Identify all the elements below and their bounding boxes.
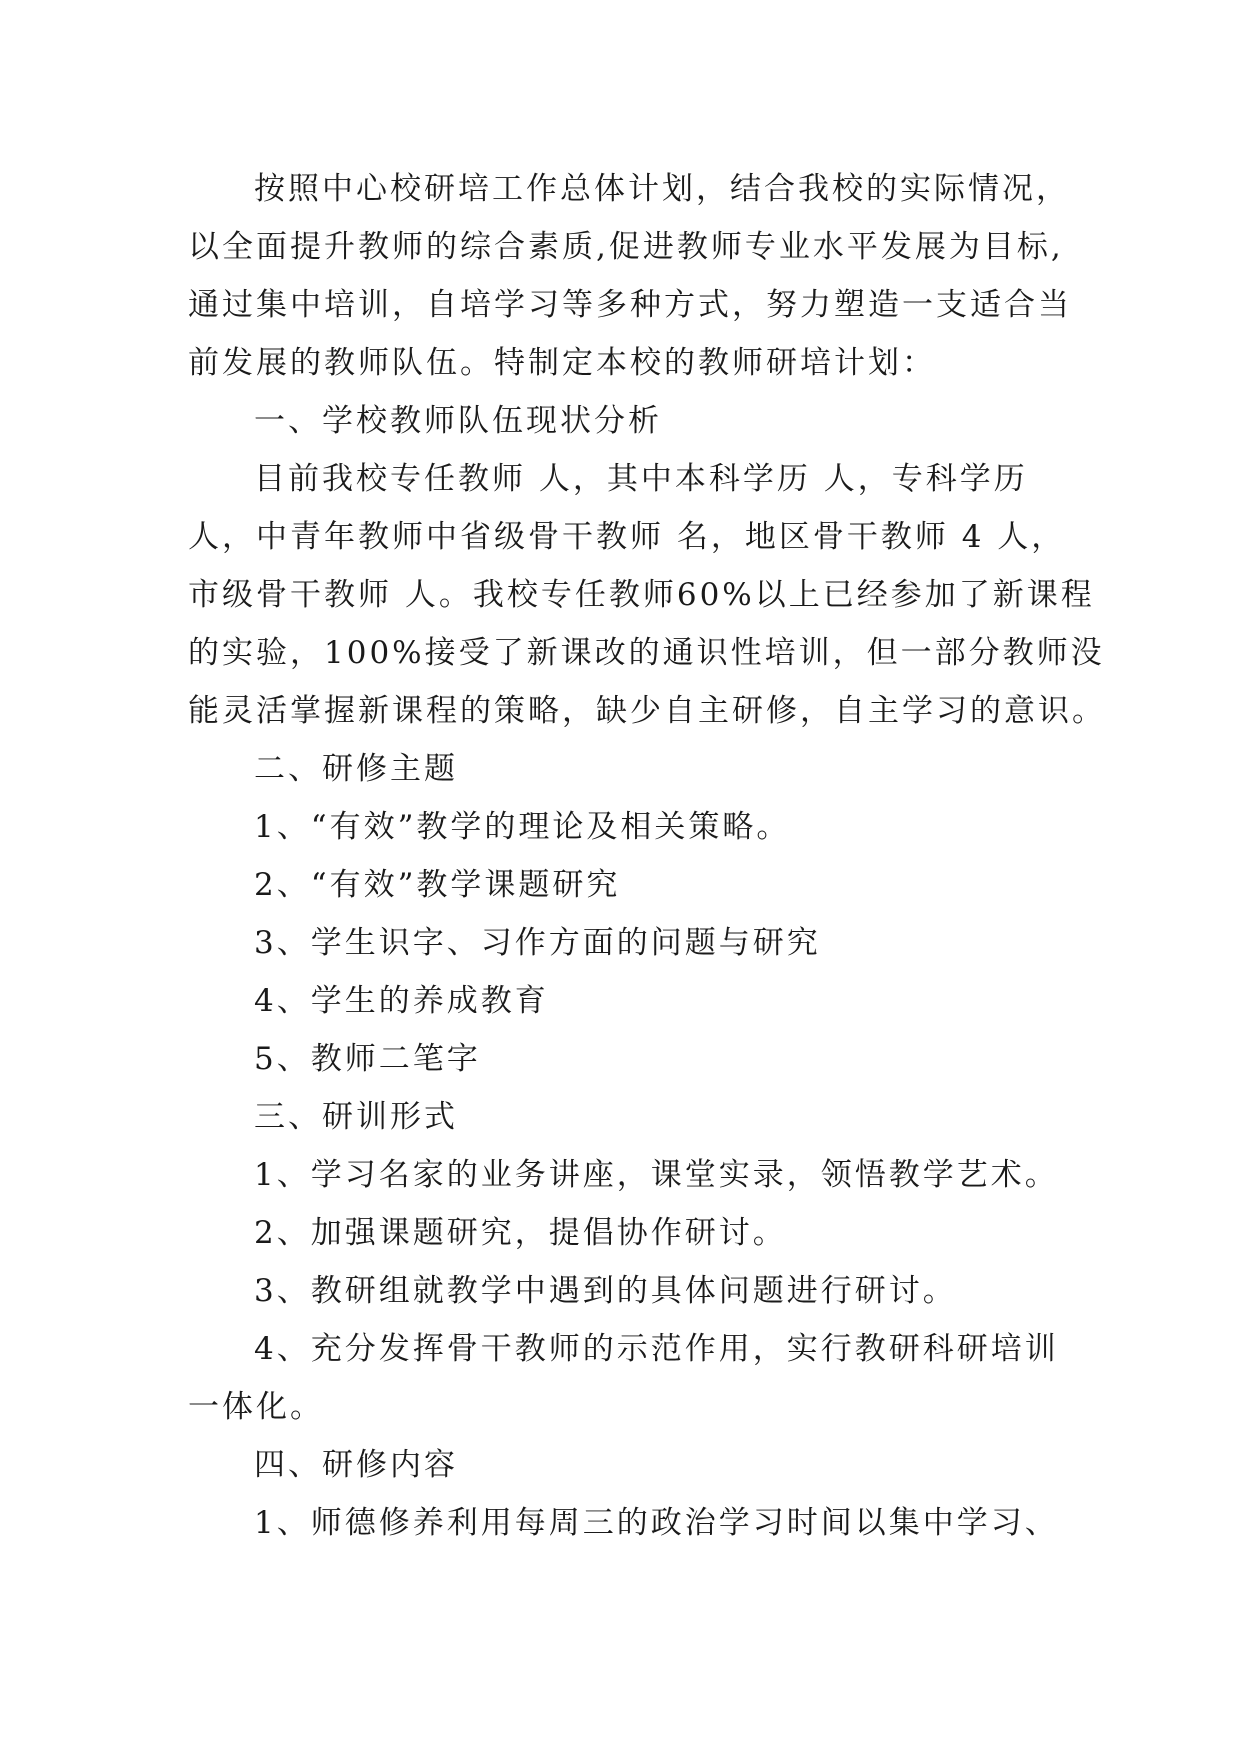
text-line: 能灵活掌握新课程的策略，缺少自主研修，自主学习的意识。 <box>188 693 1106 729</box>
section-heading: 三、研训形式 <box>254 1099 458 1135</box>
text-line: 一体化。 <box>188 1389 324 1425</box>
text-line: 目前我校专任教师 人，其中本科学历 人，专科学历 <box>254 461 1028 497</box>
document-body <box>188 160 1106 1552</box>
list-item: 4、充分发挥骨干教师的示范作用，实行教研科研培训 <box>254 1331 1059 1367</box>
list-item: 3、教研组就教学中遇到的具体问题进行研讨。 <box>254 1273 957 1309</box>
list-item: 1、“有效”教学的理论及相关策略。 <box>254 809 791 845</box>
list-item: 4、学生的养成教育 <box>254 983 549 1019</box>
text-line: 按照中心校研培工作总体计划，结合我校的实际情况， <box>254 171 1070 207</box>
text-line: 前发展的教师队伍。特制定本校的教师研培计划： <box>188 345 936 381</box>
list-item: 1、师德修养利用每周三的政治学习时间以集中学习、 <box>254 1505 1059 1541</box>
list-item: 2、“有效”教学课题研究 <box>254 867 621 903</box>
text-line: 的实验，100%接受了新课改的通识性培训，但一部分教师没 <box>188 635 1105 671</box>
text-line: 以全面提升教师的综合素质,促进教师专业水平发展为目标, <box>188 229 1064 265</box>
text-line: 通过集中培训，自培学习等多种方式，努力塑造一支适合当 <box>188 287 1072 323</box>
section-heading: 四、研修内容 <box>254 1447 458 1483</box>
list-item: 2、加强课题研究，提倡协作研讨。 <box>254 1215 787 1251</box>
list-item: 5、教师二笔字 <box>254 1041 481 1077</box>
text-line: 市级骨干教师 人。我校专任教师60%以上已经参加了新课程 <box>188 577 1095 613</box>
text-line: 人，中青年教师中省级骨干教师 名，地区骨干教师 4 人， <box>188 519 1066 555</box>
section-heading: 一、学校教师队伍现状分析 <box>254 403 662 439</box>
list-item: 3、学生识字、习作方面的问题与研究 <box>254 925 821 961</box>
list-item: 1、学习名家的业务讲座，课堂实录，领悟教学艺术。 <box>254 1157 1059 1193</box>
section-heading: 二、研修主题 <box>254 751 458 787</box>
